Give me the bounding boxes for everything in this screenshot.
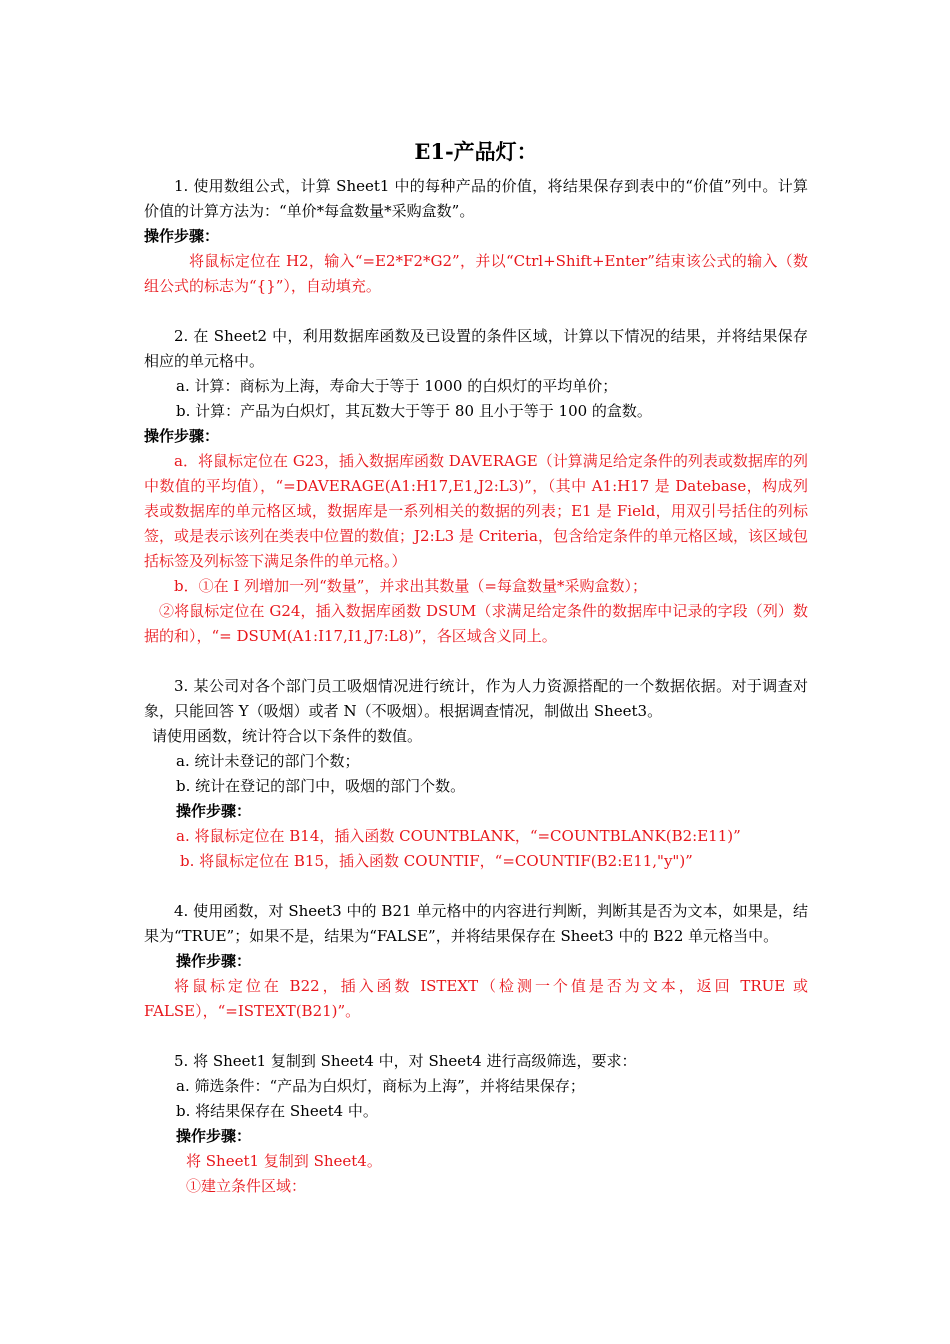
q2-answer-b1: b．①在 I 列增加一列“数量”，并求出其数量（=每盒数量*采购盒数）； <box>174 577 647 595</box>
q5-text: 5. 将 Sheet1 复制到 Sheet4 中，对 Sheet4 进行高级筛选，要求： <box>174 1052 637 1070</box>
q2-steps-label: 操作步骤： <box>144 427 220 445</box>
q5-item-b: b. 将结果保存在 Sheet4 中。 <box>176 1102 378 1120</box>
q5-answer-1: 将 Sheet1 复制到 Sheet4。 <box>186 1152 382 1170</box>
q2-answer-b2: ②将鼠标定位在 G24，插入数据库函数 DSUM（求满足给定条件的数据库中记录的字段（列）数据的和），“= DSUM(A1:I17,I1,J7:L8)”，各区域含义同上。 <box>144 602 808 645</box>
q4-text: 4. 使用函数，对 Sheet3 中的 B21 单元格中的内容进行判断，判断其是否为文本，如果是，结果为“TRUE”；如果不是，结果为“FALSE”，并将结果保存在 Sheet3 中的 B22 单元格当中。 <box>144 902 808 945</box>
document-page <box>144 132 808 1199</box>
q3-item-b: b. 统计在登记的部门中，吸烟的部门个数。 <box>176 777 466 795</box>
spacer <box>144 649 808 674</box>
doc-title: E1-产品灯： <box>414 139 538 164</box>
q2-answer-a: a．将鼠标定位在 G23，插入数据库函数 DAVERAGE（计算满足给定条件的列表或数据库的列中数值的平均值），“=DAVERAGE(A1:H17,E1,J2:L3)”，（其中 A1:H17 是 Datebase，构成列表或数据库的单元格区域，数据库是一系列相关的数据的列表；E1 是 Field，用双引号括住的列标签，或是表示该列在类表中位置的数值；J2:L3 是 Criteria，包含给定条件的单元格区域，该区域包括标签及列标签下满足条件的单元格。） <box>144 452 808 570</box>
spacer <box>144 874 808 899</box>
q3-text2: 请使用函数，统计符合以下条件的数值。 <box>152 727 423 745</box>
spacer <box>144 1024 808 1049</box>
q2-item-b: b. 计算：产品为白炽灯，其瓦数大于等于 80 且小于等于 100 的盒数。 <box>176 402 652 420</box>
q5-answer-2: ①建立条件区域： <box>186 1177 307 1195</box>
q3-answer-a: a. 将鼠标定位在 B14，插入函数 COUNTBLANK，“=COUNTBLANK(B2:E11)” <box>176 827 741 845</box>
q5-steps-label: 操作步骤： <box>176 1127 252 1145</box>
q3-steps-label: 操作步骤： <box>176 802 252 820</box>
q5-item-a: a. 筛选条件：“产品为白炽灯，商标为上海”，并将结果保存； <box>176 1077 585 1095</box>
q1-text: 1. 使用数组公式，计算 Sheet1 中的每种产品的价值，将结果保存到表中的“价值”列中。计算价值的计算方法为：“单价*每盒数量*采购盒数”。 <box>144 177 808 220</box>
q3-item-a: a. 统计未登记的部门个数； <box>176 752 360 770</box>
q2-text: 2. 在 Sheet2 中，利用数据库函数及已设置的条件区域，计算以下情况的结果，并将结果保存相应的单元格中。 <box>144 327 808 370</box>
q1-steps-label: 操作步骤： <box>144 227 220 245</box>
q1-answer: 将鼠标定位在 H2，输入“=E2*F2*G2”，并以“Ctrl+Shift+Enter”结束该公式的输入（数组公式的标志为“{}”），自动填充。 <box>144 252 808 295</box>
spacer <box>144 299 808 324</box>
q2-item-a: a. 计算：商标为上海，寿命大于等于 1000 的白炽灯的平均单价； <box>176 377 618 395</box>
q3-answer-b: b. 将鼠标定位在 B15，插入函数 COUNTIF，“=COUNTIF(B2:E11,"y")” <box>180 852 693 870</box>
q4-answer: 将鼠标定位在 B22，插入函数 ISTEXT（检测一个值是否为文本，返回 TRUE 或 FALSE），“=ISTEXT(B21)”。 <box>144 977 808 1020</box>
q4-steps-label: 操作步骤： <box>176 952 252 970</box>
q3-text: 3. 某公司对各个部门员工吸烟情况进行统计，作为人力资源搭配的一个数据依据。对于调查对象，只能回答 Y（吸烟）或者 N（不吸烟）。根据调查情况，制做出 Sheet3。 <box>144 677 808 720</box>
